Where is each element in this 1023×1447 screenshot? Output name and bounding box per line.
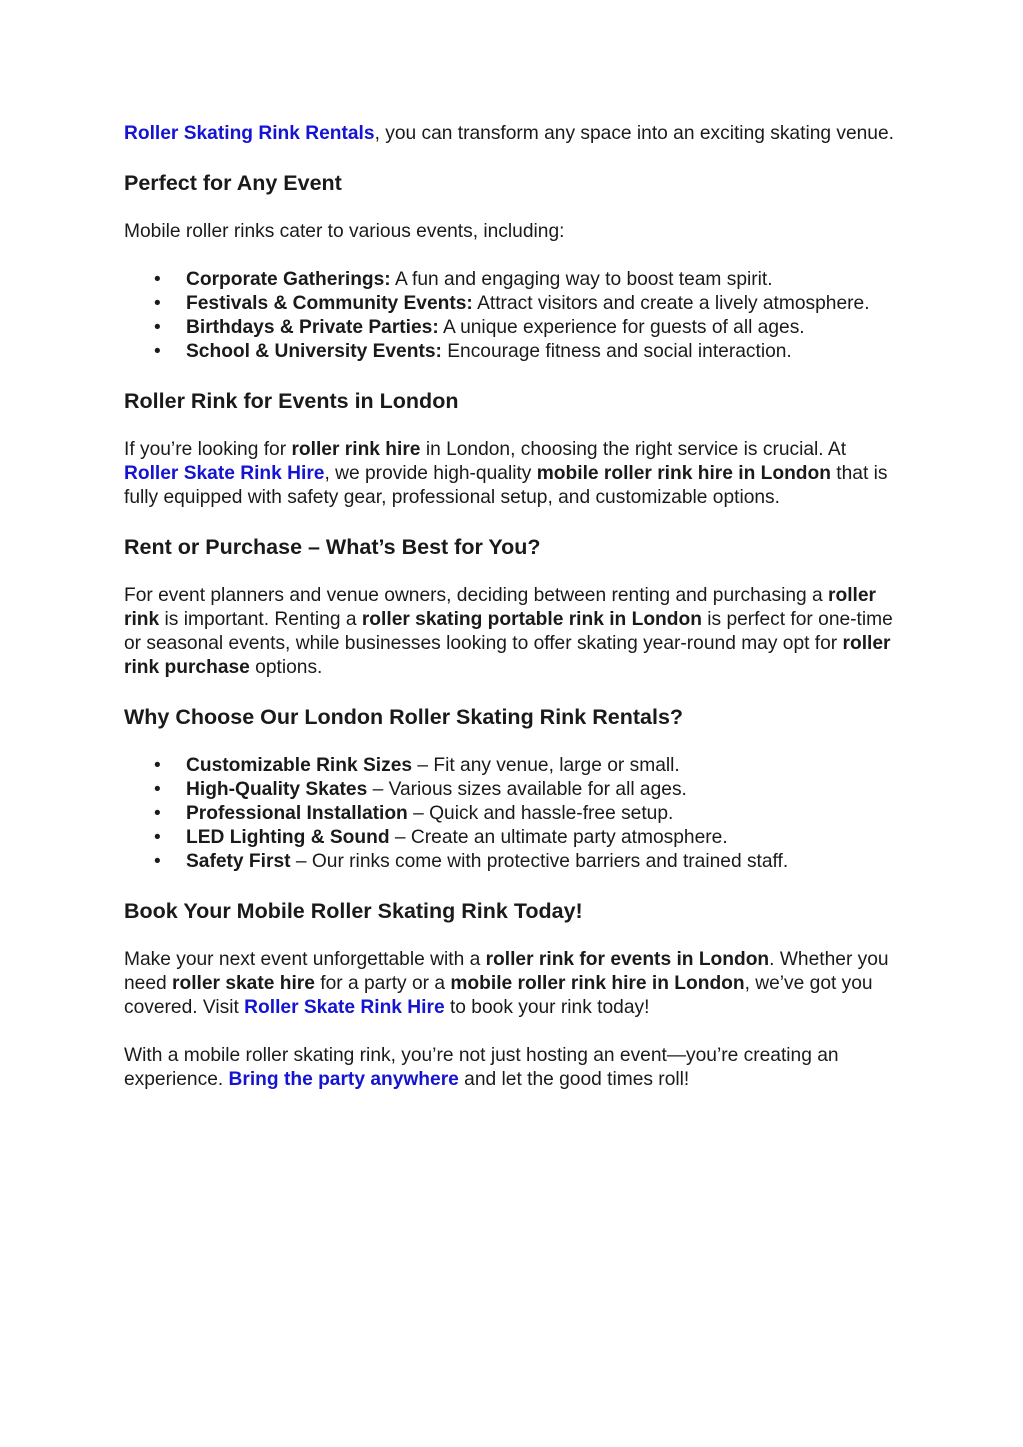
closing-paragraph: With a mobile roller skating rink, you’re not just hosting an event—you’re creating an experience. Bring the party anywhere and let the good times roll! (124, 1045, 839, 1090)
features-list (124, 754, 904, 874)
events-lead: Mobile roller rinks cater to various events, including: (124, 221, 565, 242)
list-item: • LED Lighting & Sound – Create an ultimate party atmosphere. (124, 826, 904, 850)
events-list (124, 268, 904, 364)
roller-skating-rink-rentals-link[interactable]: Roller Skating Rink Rentals (124, 123, 375, 144)
london-paragraph: If you’re looking for roller rink hire in London, choosing the right service is crucial. At Roller Skate Rink Hire, we provide high-quality mobile roller rink hire in London that is fully equipped with safety gear, professional setup, and customizable options. (124, 439, 888, 508)
list-item: • High-Quality Skates – Various sizes available for all ages. (124, 778, 904, 802)
document-page (124, 122, 904, 1092)
intro-paragraph: Roller Skating Rink Rentals, you can transform any space into an exciting skating venue. (124, 123, 894, 144)
rent-paragraph: For event planners and venue owners, deciding between renting and purchasing a roller rink is important. Renting a roller skating portable rink in London is perfect for one-time or seasonal events, while businesses looking to offer skating year-round may opt for roller rink purchase options. (124, 585, 893, 678)
list-item: • Corporate Gatherings: A fun and engaging way to boost team spirit. (124, 268, 904, 292)
heading-rent-or-purchase: Rent or Purchase – What’s Best for You? (124, 535, 541, 559)
heading-roller-rink-london: Roller Rink for Events in London (124, 389, 459, 413)
heading-perfect-for-any-event: Perfect for Any Event (124, 171, 342, 195)
list-item: • Festivals & Community Events: Attract visitors and create a lively atmosphere. (124, 292, 904, 316)
list-item: • Birthdays & Private Parties: A unique experience for guests of all ages. (124, 316, 904, 340)
list-item: • Safety First – Our rinks come with protective barriers and trained staff. (124, 850, 904, 874)
list-item: • Customizable Rink Sizes – Fit any venue, large or small. (124, 754, 904, 778)
bring-the-party-anywhere-link[interactable]: Bring the party anywhere (228, 1069, 459, 1090)
heading-why-choose: Why Choose Our London Roller Skating Rink Rentals? (124, 705, 684, 729)
roller-skate-rink-hire-link[interactable]: Roller Skate Rink Hire (124, 463, 325, 484)
list-item: • Professional Installation – Quick and hassle-free setup. (124, 802, 904, 826)
roller-skate-rink-hire-link-2[interactable]: Roller Skate Rink Hire (244, 997, 445, 1018)
heading-book-today: Book Your Mobile Roller Skating Rink Today! (124, 899, 583, 923)
book-paragraph: Make your next event unforgettable with a roller rink for events in London. Whether you need roller skate hire for a party or a mobile roller rink hire in London, we’ve got you covered. Visit Roller Skate Rink Hire to book your rink today! (124, 949, 889, 1018)
list-item: • School & University Events: Encourage fitness and social interaction. (124, 340, 904, 364)
